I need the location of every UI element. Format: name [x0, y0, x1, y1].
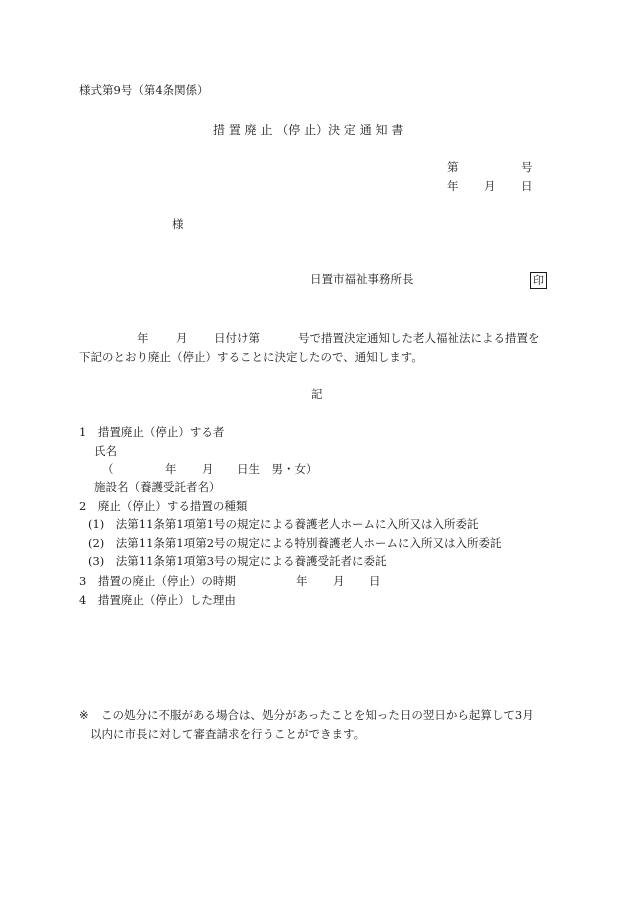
seal-stamp: 印: [530, 272, 547, 289]
form-label: 様式第9号（第4条関係）: [79, 83, 209, 97]
doc-date-day: 日: [521, 179, 533, 193]
doc-date-year: 年: [447, 179, 459, 193]
item-1-name-label: 氏名: [94, 444, 117, 458]
item-1-birth-open: （: [102, 462, 114, 476]
addressee-suffix: 様: [172, 217, 184, 231]
body-date-no: 日付け第: [214, 331, 260, 345]
item-1-birth-day-sex: 日生 男・女）: [237, 462, 318, 476]
item-3-month: 月: [333, 574, 345, 588]
item-1-facility-label: 施設名（養護受託者名）: [94, 480, 221, 494]
item-2-sub-1: (1) 法第11条第1項第1号の規定による養護老人ホームに入所又は入所委託: [88, 517, 479, 531]
item-2-sub-2: (2) 法第11条第1項第2号の規定による特別養護老人ホームに入所又は入所委託: [88, 536, 502, 550]
note-line-1: この処分に不服がある場合は、処分があったことを知った日の翌日から起算して3月: [101, 708, 534, 722]
doc-no-suffix: 号: [521, 160, 533, 174]
doc-date-month: 月: [484, 179, 496, 193]
body-month: 月: [176, 331, 188, 345]
body-year: 年: [137, 331, 149, 345]
item-3-year: 年: [296, 574, 308, 588]
body-text-line2: 下記のとおり廃止（停止）することに決定したので、通知します。: [79, 350, 423, 364]
item-3-day: 日: [369, 574, 381, 588]
page-title: 措 置 廃 止 （停 止）決 定 通 知 書: [213, 123, 404, 137]
item-3: 3 措置の廃止（停止）の時期: [79, 574, 236, 588]
item-1: 1 措置廃止（停止）する者: [79, 425, 225, 439]
item-1-birth-month: 月: [202, 462, 214, 476]
ki-heading: 記: [311, 387, 323, 401]
sender: 日置市福祉事務所長: [310, 272, 414, 286]
note-line-2: 以内に市長に対して審査請求を行うことができます。: [90, 727, 366, 741]
item-2: 2 廃止（停止）する措置の種類: [79, 499, 248, 513]
body-text-line1: 号で措置決定通知した老人福祉法による措置を: [298, 331, 540, 345]
note-mark: ※: [79, 708, 89, 722]
item-2-sub-3: (3) 法第11条第1項第3号の規定による養護受託者に委託: [88, 554, 387, 568]
item-1-birth-year: 年: [165, 462, 177, 476]
doc-no-prefix: 第: [447, 160, 459, 174]
item-4: 4 措置廃止（停止）した理由: [79, 593, 236, 607]
